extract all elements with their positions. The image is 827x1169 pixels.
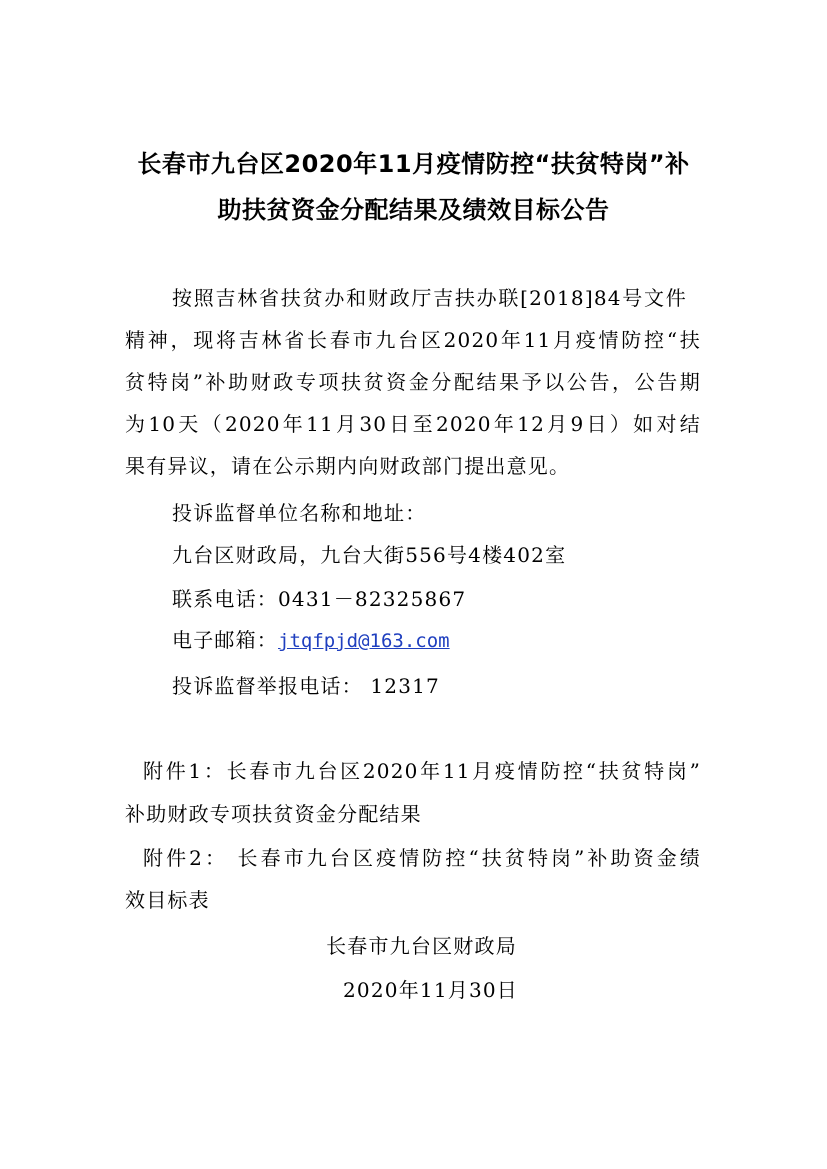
paragraph-line-5: 果有异议，请在公示期内向财政部门提出意见。 bbox=[125, 454, 571, 478]
contact-phone: 联系电话：0431－82325867 bbox=[172, 587, 467, 611]
hotline: 投诉监督举报电话： 12317 bbox=[172, 674, 440, 698]
supervision-label: 投诉监督单位名称和地址： bbox=[172, 501, 427, 525]
title-line-2: 助扶贫资金分配结果及绩效目标公告 bbox=[217, 196, 610, 224]
paragraph-line-2: 精神，现将吉林省长春市九台区2020年11月疫情防控“扶 bbox=[125, 328, 701, 352]
title-line-1: 长春市九台区2020年11月疫情防控“扶贫特岗”补 bbox=[137, 150, 690, 178]
attachment-2-line-2: 效目标表 bbox=[125, 888, 210, 912]
supervision-address: 九台区财政局，九台大街556号4楼402室 bbox=[172, 543, 567, 567]
signature-org: 长春市九台区财政局 bbox=[326, 934, 517, 958]
attachment-1-line-2: 补助财政专项扶贫资金分配结果 bbox=[125, 802, 422, 826]
signature-date: 2020年11月30日 bbox=[343, 978, 518, 1002]
attachment-1-line-1: 附件1：长春市九台区2020年11月疫情防控“扶贫特岗” bbox=[143, 759, 701, 783]
email-row bbox=[172, 622, 450, 659]
email-label: 电子邮箱： bbox=[172, 628, 278, 652]
paragraph-line-3: 贫特岗”补助财政专项扶贫资金分配结果予以公告，公告期 bbox=[125, 370, 701, 394]
paragraph-line-4: 为10天（2020年11月30日至2020年12月9日）如对结 bbox=[125, 412, 701, 436]
email-link[interactable]: jtqfpjd@163.com bbox=[278, 630, 450, 652]
paragraph-line-1: 按照吉林省扶贫办和财政厅吉扶办联[2018]84号文件 bbox=[172, 286, 687, 310]
attachment-2-line-1: 附件2： 长春市九台区疫情防控“扶贫特岗”补助资金绩 bbox=[143, 846, 701, 870]
